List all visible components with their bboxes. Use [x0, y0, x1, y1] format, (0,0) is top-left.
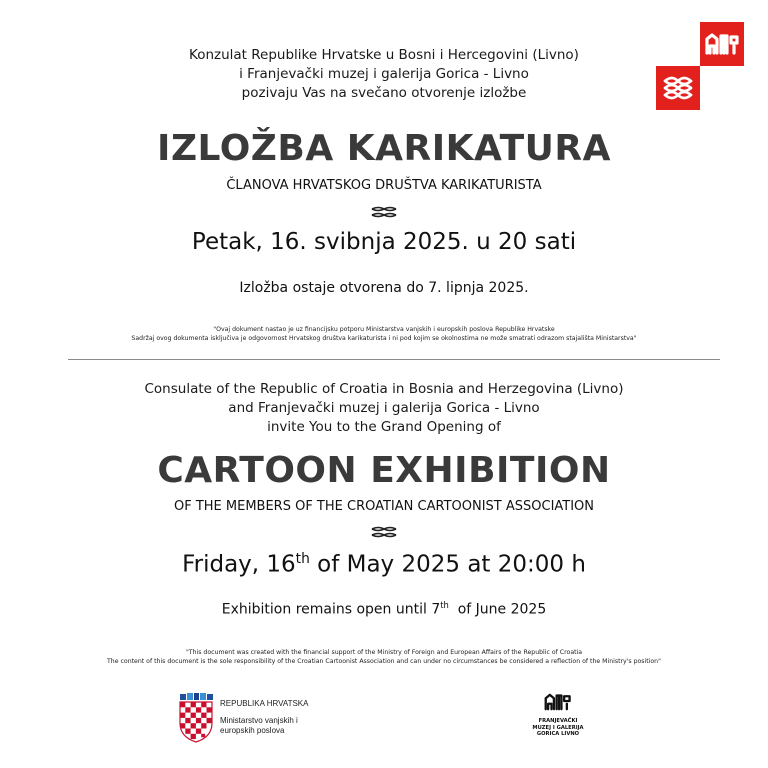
croatian-intro	[0, 46, 768, 103]
ministry-label-line: Ministarstvo vanjskih i	[220, 716, 298, 725]
croatian-note	[0, 325, 768, 343]
english-intro-line: Consulate of the Republic of Croatia in Bosnia and Herzegovina (Livno)	[144, 381, 624, 397]
croatian-intro-line: pozivaju Vas na svečano otvorenje izložbe	[241, 85, 527, 101]
english-note-line: "This document was created with the financial support of the Ministry of Foreign and European Affairs of the Republic of Croatia	[185, 649, 583, 656]
republic-label: REPUBLIKA HRVATSKA	[220, 699, 309, 708]
english-date	[0, 551, 768, 578]
english-date-suffix: of May 2025 at 20:00 h	[309, 551, 586, 578]
section-divider	[68, 359, 720, 360]
croatian-date: Petak, 16. svibnja 2025. u 20 sati	[191, 229, 577, 255]
croatian-intro-line: Konzulat Republike Hrvatske u Bosni i Hercegovini (Livno)	[189, 47, 579, 63]
english-note	[0, 648, 768, 666]
museum-logo-icon	[543, 690, 573, 712]
museum-footer-line: MUZEJ I GALERIJA	[532, 724, 584, 731]
english-date-sup: th	[295, 551, 310, 567]
english-remains	[0, 600, 768, 618]
croatian-remains: Izložba ostaje otvorena do 7. lipnja 2025.	[239, 280, 529, 296]
english-remains-sup: th	[440, 600, 449, 610]
museum-footer-line: GORICA LIVNO	[536, 731, 580, 737]
croatian-note-line: "Ovaj dokument nastao je uz financijsku potporu Ministarstva vanjskih i europskih poslova Republike Hrvatske	[213, 326, 555, 333]
english-note-line: The content of this document is the sole responsibility of the Croatian Cartoonist Association and can under no circumstances be considered a reflection of the Ministry's position"	[107, 658, 661, 665]
croatian-title: IZLOŽBA KARIKATURA	[157, 128, 611, 169]
knot-ornament-icon	[371, 206, 397, 218]
ministry-label	[220, 716, 298, 736]
english-remains-prefix: Exhibition remains open until 7	[221, 601, 441, 618]
croatian-subtitle: ČLANOVA HRVATSKOG DRUŠTVA KARIKATURISTA	[226, 178, 542, 193]
museum-footer-text	[528, 718, 588, 738]
ministry-label-line: europskih poslova	[220, 726, 285, 735]
english-intro-line: and Franjevački muzej i galerija Gorica - Livno	[228, 400, 540, 416]
museum-footer-logo	[528, 690, 588, 738]
english-title: CARTOON EXHIBITION	[157, 450, 611, 491]
english-intro-line: invite You to the Grand Opening of	[267, 419, 501, 435]
english-intro	[0, 380, 768, 437]
croatian-intro-line: i Franjevački muzej i galerija Gorica - Livno	[239, 66, 529, 82]
croatian-coat-of-arms-icon	[178, 693, 214, 743]
knot-ornament-icon	[371, 526, 397, 538]
english-subtitle: OF THE MEMBERS OF THE CROATIAN CARTOONIST ASSOCIATION	[173, 499, 595, 514]
museum-footer-line: FRANJEVAČKI	[538, 718, 578, 724]
english-date-prefix: Friday, 16	[182, 551, 296, 578]
english-remains-suffix: of June 2025	[448, 601, 547, 618]
croatian-note-line: Sadržaj ovog dokumenta isključiva je odgovornost Hrvatskog društva karikaturista i ni pod kojim se okolnostima ne može smatrati odrazom stajališta Ministarstva"	[131, 335, 637, 342]
